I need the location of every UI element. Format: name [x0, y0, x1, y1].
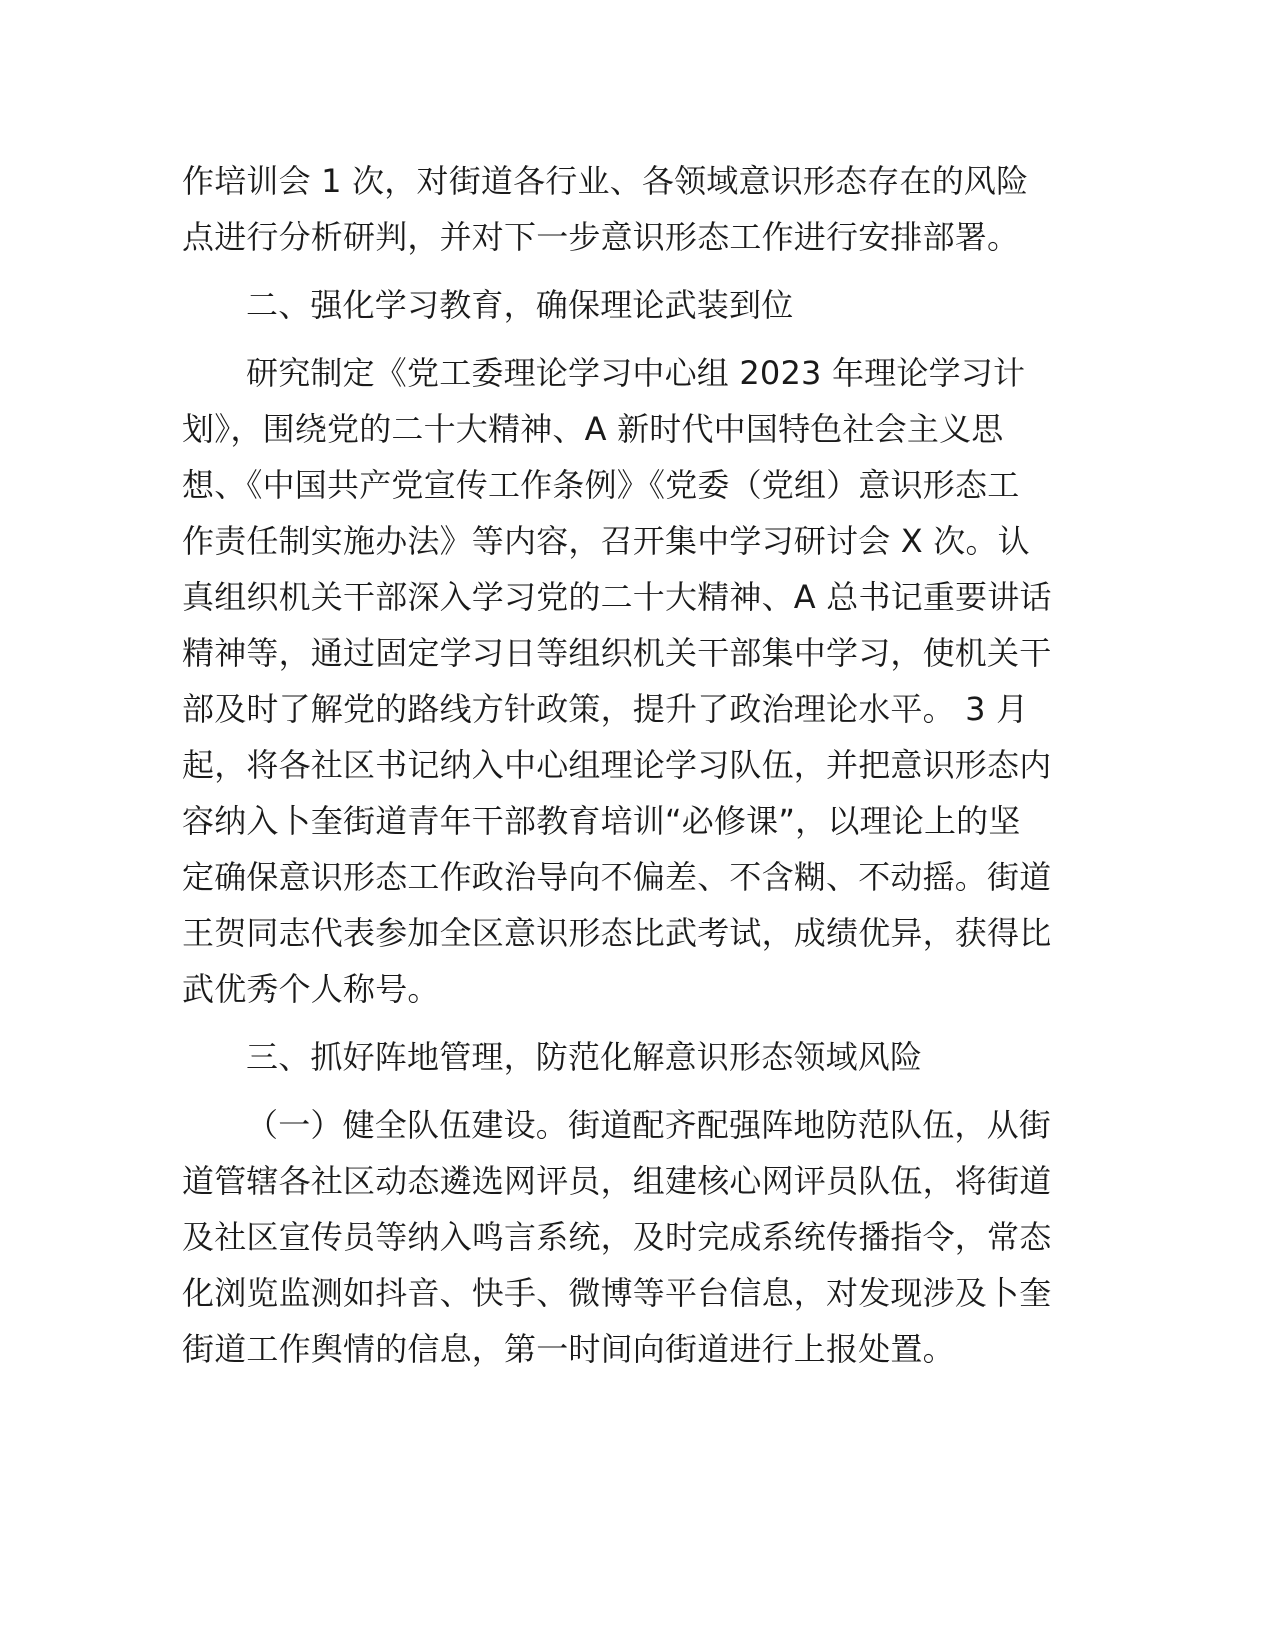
text-line: 部及时了解党的路线方针政策，提升了政治理论水平。 3 月	[182, 690, 1029, 728]
text-line: 真组织机关干部深入学习党的二十大精神、A 总书记重要讲话	[182, 578, 1052, 616]
paragraph-spacer	[182, 1085, 1082, 1097]
text-line: 王贺同志代表参加全区意识形态比武考试，成绩优异，获得比	[182, 914, 1052, 952]
paragraph-training-summary	[182, 153, 1082, 265]
text-line: 精神等，通过固定学习日等组织机关干部集中学习，使机关干	[182, 634, 1052, 672]
text-line: 点进行分析研判，并对下一步意识形态工作进行安排部署。	[182, 218, 1020, 256]
text-line: 容纳入卜奎街道青年干部教育培训“必修课”，以理论上的坚	[182, 802, 1021, 840]
paragraph-spacer	[182, 265, 1082, 277]
document-body	[182, 153, 1082, 1377]
text-line: 想、《中国共产党宣传工作条例》《党委（党组）意识形态工	[182, 466, 1020, 504]
paragraph-spacer	[182, 333, 1082, 345]
text-line: 起，将各社区书记纳入中心组理论学习队伍，并把意识形态内	[182, 746, 1052, 784]
text-line: 化浏览监测如抖音、快手、微博等平台信息，对发现涉及卜奎	[182, 1274, 1052, 1312]
text-line: 研究制定《党工委理论学习中心组 2023 年理论学习计	[246, 354, 1026, 392]
text-line: 作责任制实施办法》等内容，召开集中学习研讨会 X 次。认	[182, 522, 1030, 560]
text-line: 作培训会 1 次，对街道各行业、各领域意识形态存在的风险	[182, 162, 1029, 200]
text-line: 及社区宣传员等纳入鸣言系统，及时完成系统传播指令，常态	[182, 1218, 1052, 1256]
paragraph-study-education	[182, 345, 1082, 1017]
paragraph-spacer	[182, 1017, 1082, 1029]
text-line: 定确保意识形态工作政治导向不偏差、不含糊、不动摇。街道	[182, 858, 1052, 896]
heading-text: 二、强化学习教育，确保理论武装到位	[246, 286, 794, 324]
text-line: 武优秀个人称号。	[182, 970, 440, 1008]
paragraph-team-building	[182, 1097, 1082, 1377]
text-line: 划》，围绕党的二十大精神、A 新时代中国特色社会主义思	[182, 410, 1004, 448]
text-line: 道管辖各社区动态遴选网评员，组建核心网评员队伍，将街道	[182, 1162, 1052, 1200]
section-heading-2	[182, 277, 1082, 333]
text-line: （一）健全队伍建设。街道配齐配强阵地防范队伍，从街	[246, 1106, 1052, 1144]
text-line: 街道工作舆情的信息，第一时间向街道进行上报处置。	[182, 1330, 955, 1368]
heading-text: 三、抓好阵地管理，防范化解意识形态领域风险	[246, 1038, 923, 1076]
section-heading-3	[182, 1029, 1082, 1085]
